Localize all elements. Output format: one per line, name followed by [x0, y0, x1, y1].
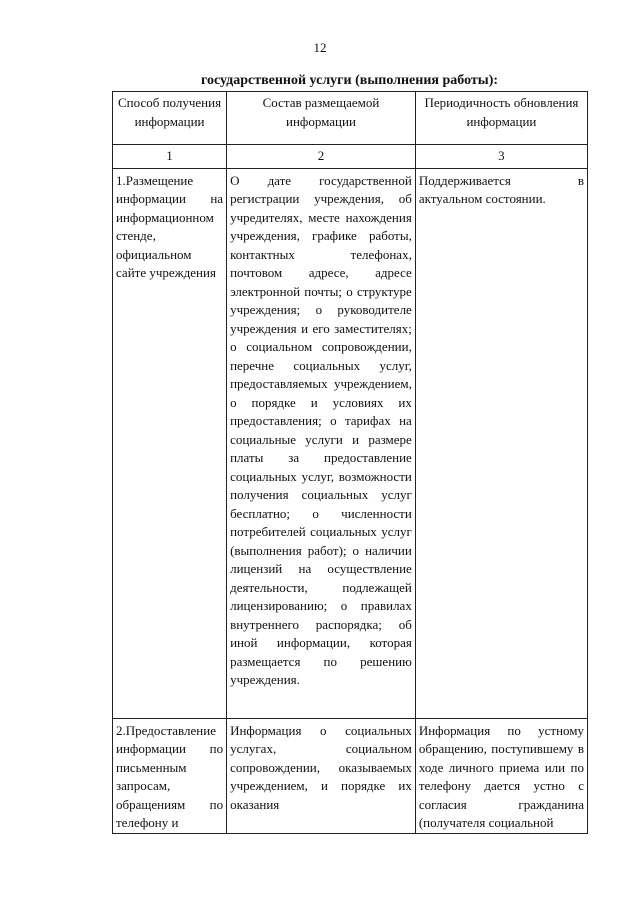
row-frequency-cell: Информация по устному обращению, поступившему в ходе личного приема или по телефону дается устно с согласия гражданина (получателя социальной: [415, 718, 587, 833]
row-method-cell: 1.Размещение информации на информационном стенде, официальном сайте учреждения: [113, 168, 227, 718]
column-number-2: 2: [227, 145, 416, 169]
header-method: Способ получения информации: [113, 92, 227, 145]
column-number-row: [113, 145, 588, 169]
table-row: [113, 718, 588, 833]
row-method-cell: 2.Предоставление информации по письменным запросам, обращениям по телефону и: [113, 718, 227, 833]
table-row: [113, 168, 588, 718]
table-header-row: [113, 92, 588, 145]
header-content: Состав размещаемой информации: [227, 92, 416, 145]
row-content-cell: Информация о социальных услугах, социальном сопровождении, оказываемых учреждением, и порядке их оказания: [227, 718, 416, 833]
row-content-cell: О дате государственной регистрации учреждения, об учредителях, месте нахождения учреждения, графике работы, контактных телефонах, почтовом адресе, адресе электронной почты; о структуре учреждения; о руководителе учреждения и его заместителях; о социальном сопровождении, перечне социальных услуг, предоставляемых учреждением, о порядке и условиях их предоставления; о тарифах на социальные услуги и размере платы за предоставление социальных услуг, возможности получения социальных услуг бесплатно; о численности потребителей социальных услуг (выполнения работ); о наличии лицензий на осуществление деятельности, подлежащей лицензированию; о правилах внутреннего распорядка; об иной информации, которая размещается по решению учреждения.: [227, 168, 416, 718]
section-heading: государственной услуги (выполнения работы):: [200, 73, 499, 88]
header-frequency: Периодичность обновления информации: [415, 92, 587, 145]
column-number-1: 1: [113, 145, 227, 169]
row-frequency-cell: Поддерживается в актуальном состоянии.: [415, 168, 587, 718]
column-number-3: 3: [415, 145, 587, 169]
page-number: 12: [313, 40, 327, 55]
information-table: [112, 91, 588, 834]
